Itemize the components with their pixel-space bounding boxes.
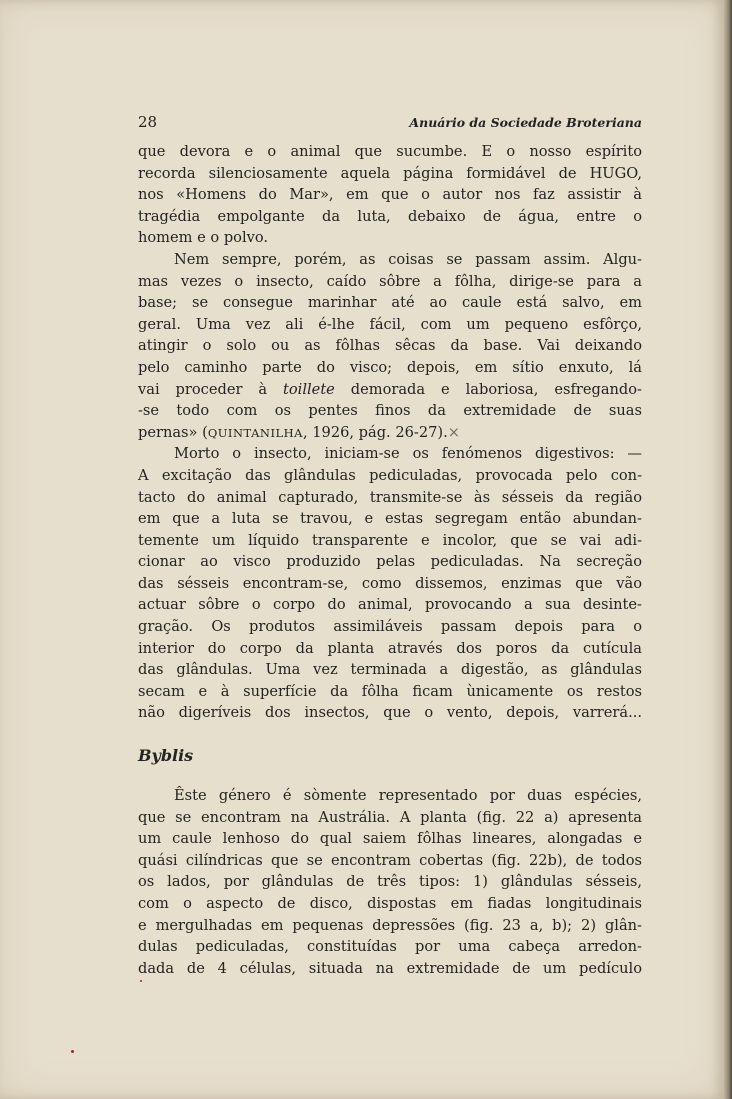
text-line: Êste género é sòmente representado por duas espécies, xyxy=(174,787,642,804)
text-line: homem e o polvo. xyxy=(138,229,269,247)
pencil-mark: × xyxy=(447,423,460,441)
text-line: das glândulas. Uma vez terminada a digestão, as glândulas xyxy=(138,661,642,679)
page-edge-shadow xyxy=(724,0,732,1099)
text-line: um caule lenhoso do qual saiem fôlhas lineares, alongadas e xyxy=(138,830,642,848)
text-fragment: , 1926, pág. 26-27). xyxy=(302,423,448,441)
text-line: nos «Homens do Mar», em que o autor nos faz assistir à xyxy=(138,186,642,204)
paper-speck xyxy=(71,1050,74,1053)
text-line: A excitação das glândulas pediculadas, provocada pelo con- xyxy=(138,466,642,484)
text-line: que se encontram na Austrália. A planta (fig. 22 a) apresenta xyxy=(138,808,642,826)
text-line: geral. Uma vez ali é-lhe fácil, com um pequeno esfôrço, xyxy=(138,315,642,333)
text-line: gração. Os produtos assimiláveis passam depois para o xyxy=(138,618,642,636)
text-line: quási cilíndricas que se encontram cobertas (fig. 22b), de todos xyxy=(138,851,642,869)
text-line: recorda silenciosamente aquela página formidável de HUGO, xyxy=(138,164,642,182)
text-line: e mergulhadas em pequenas depressões (fig. 23 a, b); 2) glân- xyxy=(138,916,642,934)
page-number: 28 xyxy=(138,113,158,131)
text-line: cionar ao visco produzido pelas pediculadas. Na secreção xyxy=(138,553,642,571)
text-line: base; se consegue marinhar até ao caule está salvo, em xyxy=(138,294,642,312)
text-line: que devora e o animal que sucumbe. E o nosso espírito xyxy=(138,143,642,160)
text-line: dulas pediculadas, constituídas por uma cabeça arredon- xyxy=(138,938,642,956)
section-heading: Byblis xyxy=(138,746,194,765)
text-line: não digeríveis dos insectos, que o vento, depois, varrerá... xyxy=(138,704,642,722)
main-text-block xyxy=(138,141,642,724)
text-line: com o aspecto de disco, dispostas em fiadas longitudinais xyxy=(138,894,642,912)
section-text-block xyxy=(138,785,642,979)
text-line: das sésseis encontram-se, como dissemos, enzimas que vão xyxy=(138,574,642,592)
text-line: secam e à superfície da fôlha ficam ùnicamente os restos xyxy=(138,682,642,700)
text-line: Nem sempre, porém, as coisas se passam assim. Algu- xyxy=(174,250,642,268)
text-fragment: pernas» ( xyxy=(138,423,208,441)
page-header xyxy=(138,113,642,133)
text-line: Morto o insecto, iniciam-se os fenómenos digestivos: — xyxy=(174,445,642,463)
text-line: os lados, por glândulas de três tipos: 1) glândulas sésseis, xyxy=(138,873,642,891)
text-line: -se todo com os pentes finos da extremidade de suas xyxy=(138,402,642,420)
author-smallcaps: QUINTANILHA xyxy=(207,425,303,440)
text-line: interior do corpo da planta através dos poros da cutícula xyxy=(138,639,642,657)
text-line: actuar sôbre o corpo do animal, provocando a sua desinte- xyxy=(138,596,642,614)
text-line: pelo caminho parte do visco; depois, em sítio enxuto, lá xyxy=(138,358,642,376)
text-line: em que a luta se travou, e estas segregam então abundan- xyxy=(138,510,642,528)
text-fragment: demorada e laboriosa, esfregando- xyxy=(334,380,642,398)
text-line: mas vezes o insecto, caído sôbre a fôlha, dirige-se para a xyxy=(138,272,642,290)
text-fragment: vai proceder à xyxy=(138,380,284,398)
text-line: dada de 4 células, situada na extremidade de um pedículo xyxy=(138,959,642,977)
paper-speck xyxy=(140,980,142,982)
text-line: atingir o solo ou as fôlhas sêcas da base. Vai deixando xyxy=(138,337,642,355)
text-line: temente um líquido transparente e incolor, que se vai adi- xyxy=(138,531,642,549)
citation-line xyxy=(138,422,642,444)
text-line: tacto do animal capturado, transmite-se às sésseis da região xyxy=(138,488,642,506)
text-line-with-italic xyxy=(138,379,642,401)
text-line: tragédia empolgante da luta, debaixo de água, entre o xyxy=(138,207,642,225)
italic-term: toillete xyxy=(283,380,335,398)
running-title: Anuário da Sociedade Broteriana xyxy=(409,115,642,130)
